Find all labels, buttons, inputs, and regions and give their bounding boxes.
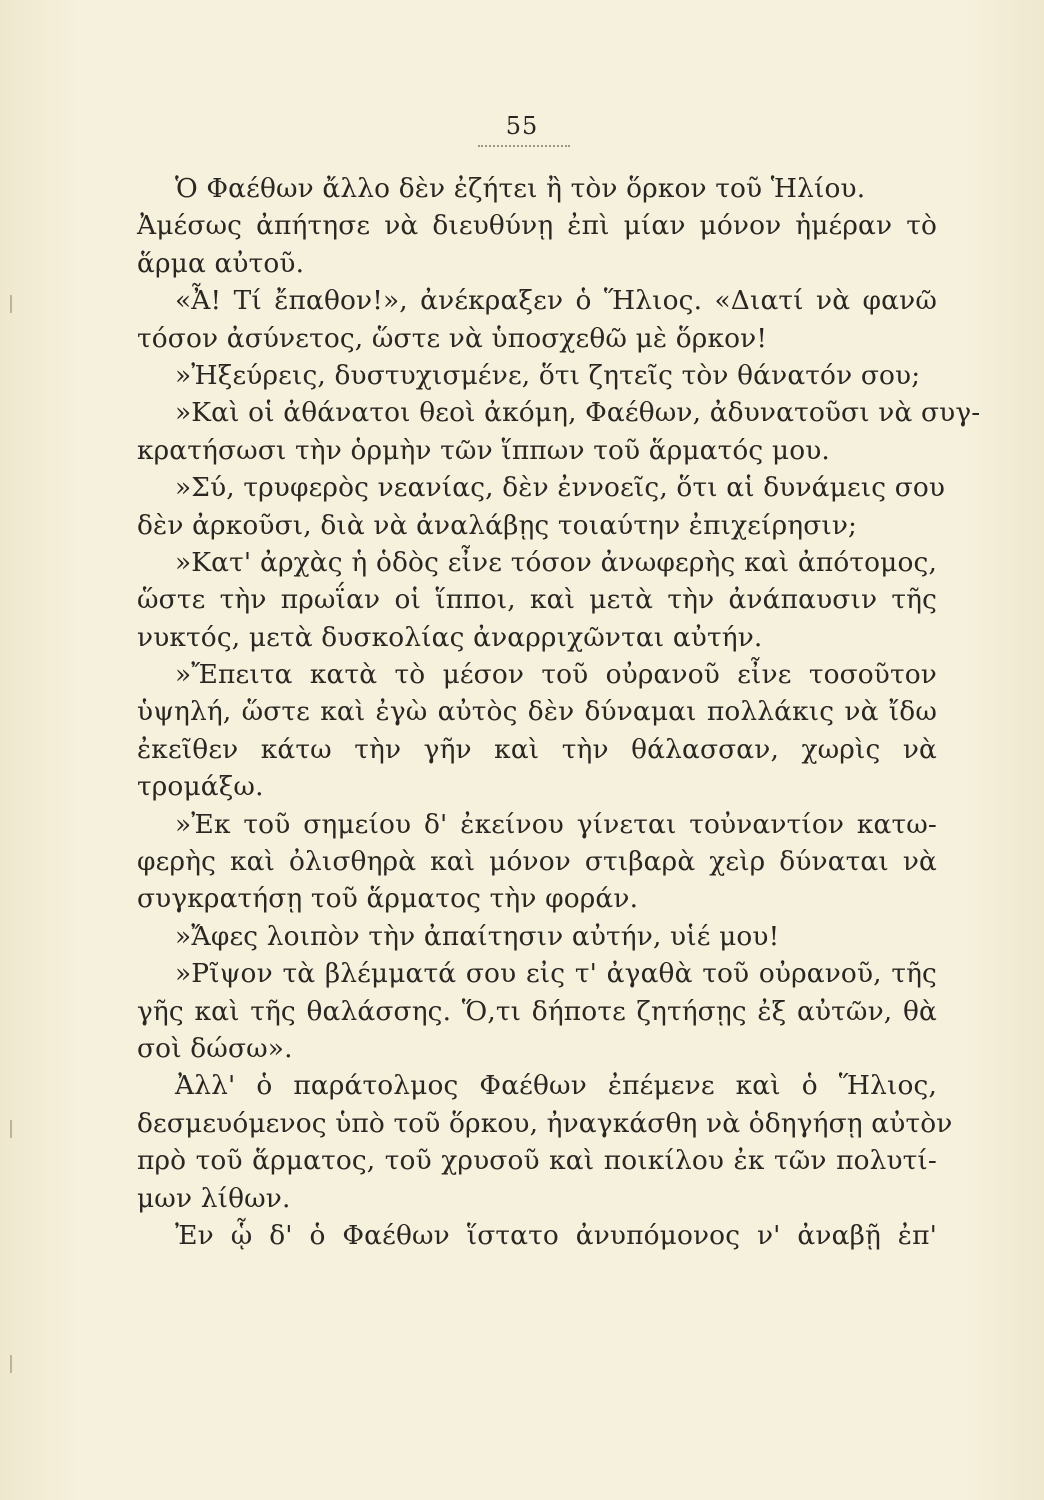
page-number-ornament — [478, 145, 570, 151]
text-line: Ἐν ᾧ δ' ὁ Φαέθων ἵστατο ἀνυπόμονος ν' ἀναβῇ ἐπ' — [175, 1219, 937, 1251]
text-line: ἅρμα αὐτοῦ. — [137, 247, 305, 279]
text-line: νυκτός, μετὰ δυσκολίας ἀναρριχῶνται αὐτήν. — [137, 621, 763, 653]
page-number: 55 — [505, 112, 539, 140]
text-line: »Ἔπειτα κατὰ τὸ μέσον τοῦ οὐρανοῦ εἶνε τοσοῦτον — [175, 659, 937, 691]
text-line: »Κατ' ἀρχὰς ἡ ὁδὸς εἶνε τόσον ἀνωφερὴς καὶ ἀπότομος, — [175, 546, 937, 578]
text-line: φερὴς καὶ ὀλισθηρὰ καὶ μόνον στιβαρὰ χεὶρ δύναται νὰ — [137, 846, 937, 878]
text-block — [137, 170, 981, 1254]
text-line: γῆς καὶ τῆς θαλάσσης. Ὅ,τι δήποτε ζητήσῃς ἐξ αὐτῶν, θὰ — [137, 995, 937, 1027]
text-line: »Σύ, τρυφερὸς νεανίας, δὲν ἐννοεῖς, ὅτι αἱ δυνάμεις σου — [175, 472, 946, 504]
margin-mark — [10, 295, 12, 313]
text-line: Ἀμέσως ἀπήτησε νὰ διευθύνῃ ἐπὶ μίαν μόνον ἡμέραν τὸ — [137, 210, 937, 242]
text-line: ἐκεῖθεν κάτω τὴν γῆν καὶ τὴν θάλασσαν, χωρὶς νὰ — [137, 733, 937, 765]
text-line: »Καὶ οἱ ἀθάνατοι θεοὶ ἀκόμη, Φαέθων, ἀδυνατοῦσι νὰ συγ- — [175, 397, 981, 429]
text-line: »Ἐκ τοῦ σημείου δ' ἐκείνου γίνεται τοὐναντίον κατω- — [175, 808, 937, 840]
text-line: δεσμευόμενος ὑπὸ τοῦ ὅρκου, ἠναγκάσθη νὰ ὁδηγήσῃ αὐτὸν — [137, 1107, 953, 1139]
text-line: τρομάξω. — [137, 771, 264, 803]
text-line: μων λίθων. — [137, 1182, 291, 1214]
text-line: συγκρατήσῃ τοῦ ἅρματος τὴν φοράν. — [137, 883, 639, 915]
text-line: δὲν ἀρκοῦσι, διὰ νὰ ἀναλάβῃς τοιαύτην ἐπιχείρησιν; — [137, 509, 858, 541]
margin-mark — [10, 1355, 12, 1373]
text-line: »Ρῖψον τὰ βλέμματά σου εἰς τ' ἀγαθὰ τοῦ οὐρανοῦ, τῆς — [175, 958, 937, 990]
text-line: ὥστε τὴν πρωΐαν οἱ ἵπποι, καὶ μετὰ τὴν ἀνάπαυσιν τῆς — [137, 584, 937, 616]
text-line: «Ἆ! Τί ἔπαθον!», ἀνέκραξεν ὁ Ἥλιος. «Διατί νὰ φανῶ — [175, 285, 937, 317]
text-line: »Ἄφες λοιπὸν τὴν ἀπαίτησιν αὐτήν, υἱέ μου! — [175, 920, 780, 952]
text-line: κρατήσωσι τὴν ὁρμὴν τῶν ἵππων τοῦ ἅρματός μου. — [137, 434, 830, 466]
text-line: Ὁ Φαέθων ἄλλο δὲν ἐζήτει ἢ τὸν ὅρκον τοῦ Ἡλίου. — [175, 173, 866, 204]
text-line: σοὶ δώσω». — [137, 1032, 293, 1064]
margin-mark — [10, 1120, 12, 1138]
text-line: Ἀλλ' ὁ παράτολμος Φαέθων ἐπέμενε καὶ ὁ Ἥλιος, — [175, 1070, 937, 1102]
text-line: ὑψηλή, ὥστε καὶ ἐγὼ αὐτὸς δὲν δύναμαι πολλάκις νὰ ἴδω — [137, 696, 937, 728]
text-line: »Ἠξεύρεις, δυστυχισμένε, ὅτι ζητεῖς τὸν θάνατόν σου; — [175, 359, 921, 391]
text-line: τόσον ἀσύνετος, ὥστε νὰ ὑποσχεθῶ μὲ ὅρκον! — [137, 322, 768, 354]
text-line: πρὸ τοῦ ἅρματος, τοῦ χρυσοῦ καὶ ποικίλου ἐκ τῶν πολυτί- — [137, 1145, 937, 1177]
